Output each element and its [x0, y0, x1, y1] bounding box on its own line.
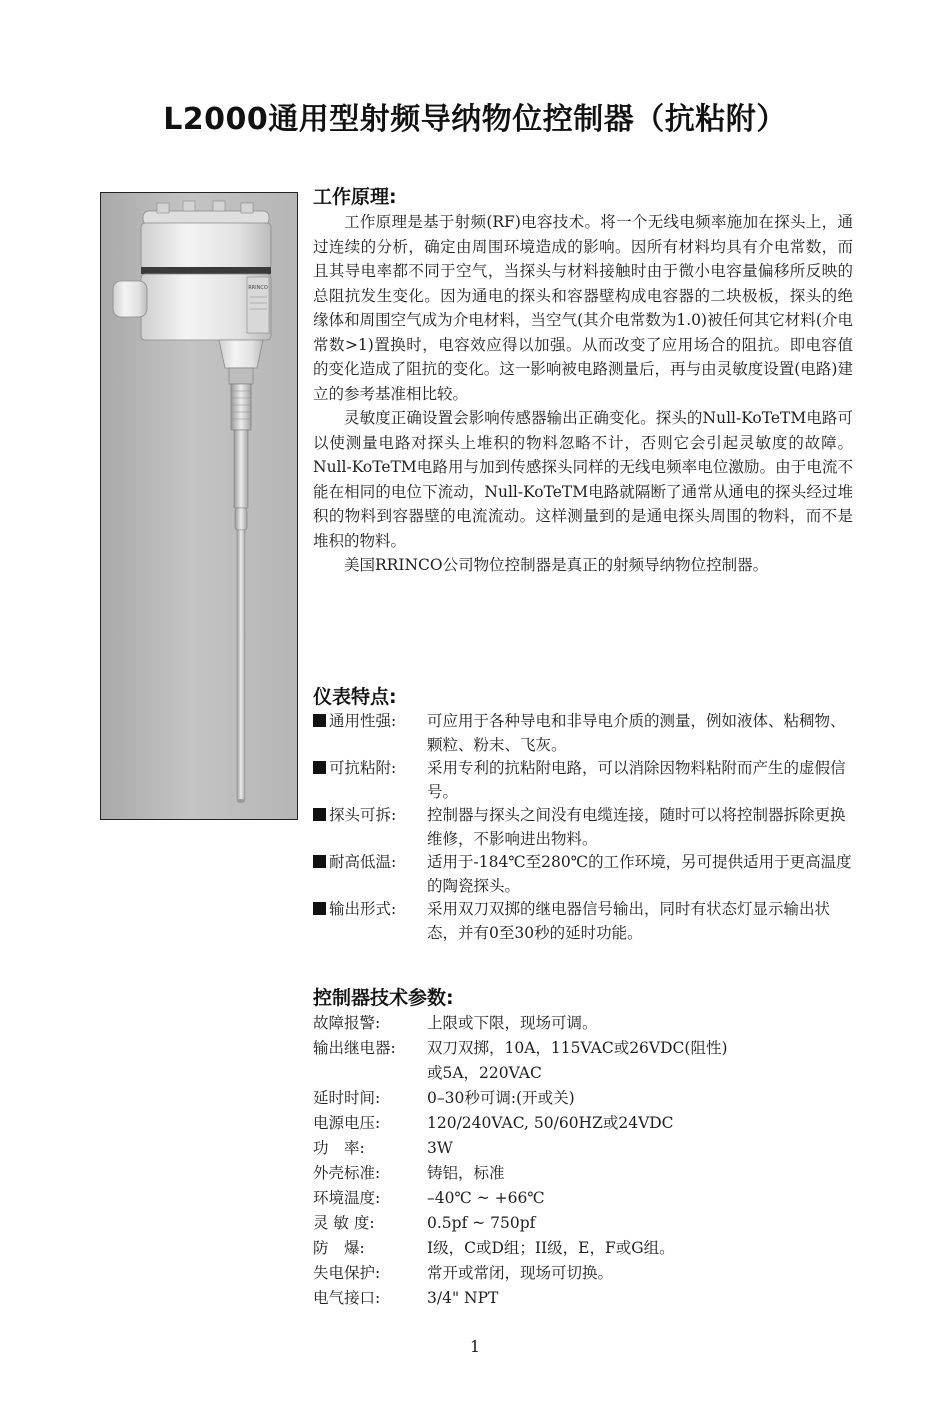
- feature-label: 输出形式:: [329, 900, 397, 918]
- brand-plate: RRINCO: [248, 285, 268, 291]
- feature-item: [313, 851, 853, 898]
- feature-label: 通用性强:: [329, 712, 397, 730]
- spec-value: 3W: [427, 1139, 453, 1157]
- feature-text: 采用专利的抗粘附电路，可以消除因物料粘附而产生的虚假信号。: [427, 759, 846, 801]
- spec-value: 常开或常闭，现场可切换。: [427, 1264, 614, 1282]
- spec-label: 外壳标准:: [313, 1164, 381, 1182]
- feature-text: 采用双刀双掷的继电器信号输出，同时有状态灯显示输出状态，并有0至30秒的延时功能。: [427, 900, 831, 942]
- feature-label: 探头可拆:: [329, 806, 397, 824]
- feature-item: [313, 710, 853, 757]
- feature-item: [313, 804, 853, 851]
- feature-item: [313, 757, 853, 804]
- feature-item: [313, 898, 853, 945]
- spec-row: [313, 1211, 853, 1236]
- spec-label: 环境温度:: [313, 1189, 381, 1207]
- spec-label: 功 率:: [313, 1139, 365, 1157]
- spec-value: 0.5pf ~ 750pf: [427, 1214, 536, 1232]
- principle-section: [313, 184, 853, 578]
- specs-heading: 控制器技术参数:: [313, 987, 454, 1009]
- spec-row: [313, 1011, 853, 1036]
- spec-row: [313, 1286, 853, 1311]
- spec-row: [313, 1086, 853, 1111]
- spec-label: 故障报警:: [313, 1014, 381, 1032]
- spec-row: [313, 1161, 853, 1186]
- principle-heading: 工作原理:: [313, 186, 397, 208]
- spec-value: 铸铝，标准: [427, 1164, 505, 1182]
- bullet-square-icon: [313, 902, 326, 915]
- spec-label: 失电保护:: [313, 1264, 381, 1282]
- spec-label: 电源电压:: [313, 1114, 381, 1132]
- feature-label: 可抗粘附:: [329, 759, 397, 777]
- page-number: 1: [469, 1337, 481, 1356]
- spec-value-continued: 或5A，220VAC: [427, 1064, 542, 1082]
- bullet-square-icon: [313, 761, 326, 774]
- bullet-square-icon: [313, 714, 326, 727]
- page-title: L2000通用型射频导纳物位控制器（抗粘附）: [163, 102, 787, 137]
- spec-label: 延时时间:: [313, 1089, 381, 1107]
- feature-text: 适用于-184℃至280℃的工作环境，另可提供适用于更高温度的陶瓷探头。: [427, 853, 852, 895]
- principle-paragraph: 美国RRINCO公司物位控制器是真正的射频导纳物位控制器。: [344, 556, 769, 574]
- bullet-square-icon: [313, 808, 326, 821]
- specs-section: [313, 985, 853, 1311]
- feature-text: 可应用于各种导电和非导电介质的测量，例如液体、粘稠物、颗粒、粉末、飞灰。: [427, 712, 846, 754]
- spec-label: 输出继电器:: [313, 1039, 396, 1057]
- spec-label: 防 爆:: [313, 1239, 365, 1257]
- features-section: [313, 684, 853, 945]
- spec-row: [313, 1136, 853, 1161]
- features-heading: 仪表特点:: [313, 686, 397, 708]
- level-controller-image: [101, 193, 297, 819]
- spec-value: 0–30秒可调:(开或关): [427, 1089, 575, 1107]
- bullet-square-icon: [313, 855, 326, 868]
- feature-label: 耐高低温:: [329, 853, 397, 871]
- feature-text: 控制器与探头之间没有电缆连接，随时可以将控制器拆除更换维修，不影响进出物料。: [427, 806, 846, 848]
- spec-row: [313, 1186, 853, 1211]
- principle-paragraph: 工作原理是基于射频(RF)电容技术。将一个无线电频率施加在探头上，通过连续的分析，确定由周围环境造成的影响。因所有材料均具有介电常数，而且其导电率都不同于空气，当探头与材料接触时由于微小电容量偏移所反映的总阻抗发生变化。因为通电的探头和容器壁构成电容器的二块极板，探头的绝缘体和周围空气成为介电材料，当空气(其介电常数为1.0)被任何其它材料(介电常数>1)置换时，电容效应得以加强。从而改变了应用场合的阻抗。即电容值的变化造成了阻抗的变化。这一影响被电路测量后，再与由灵敏度设置(电路)建立的参考基准相比较。: [313, 213, 853, 403]
- spec-value: I级，C或D组；II级，E，F或G组。: [427, 1239, 675, 1257]
- spec-row: [313, 1036, 853, 1061]
- spec-value: 双刀双掷，10A，115VAC或26VDC(阻性): [427, 1039, 728, 1057]
- principle-paragraph: 灵敏度正确设置会影响传感器输出正确变化。探头的Null-KoTeTM电路可以使测量电路对探头上堆积的物料忽略不计，否则它会引起灵敏度的故障。Null-KoTeTM电路用与加到传感探头同样的无线电频率电位激励。由于电流不能在相同的电位下流动，Null-KoTeTM电路就隔断了通常从通电的探头经过堆积的物料到容器壁的电流流动。这样测量到的是通电探头周围的物料，而不是堆积的物料。: [313, 409, 853, 550]
- spec-value: 3/4" NPT: [427, 1289, 499, 1307]
- spec-value: 120/240VAC, 50/60HZ或24VDC: [427, 1114, 674, 1132]
- spec-row: [313, 1236, 853, 1261]
- spec-row: [313, 1261, 853, 1286]
- spec-row: [313, 1111, 853, 1136]
- product-photo: [100, 192, 298, 820]
- spec-label: 电气接口:: [313, 1289, 381, 1307]
- spec-label: 灵 敏 度:: [313, 1214, 375, 1232]
- spec-value: 上限或下限，现场可调。: [427, 1014, 598, 1032]
- spec-value: –40℃ ~ +66℃: [427, 1189, 545, 1207]
